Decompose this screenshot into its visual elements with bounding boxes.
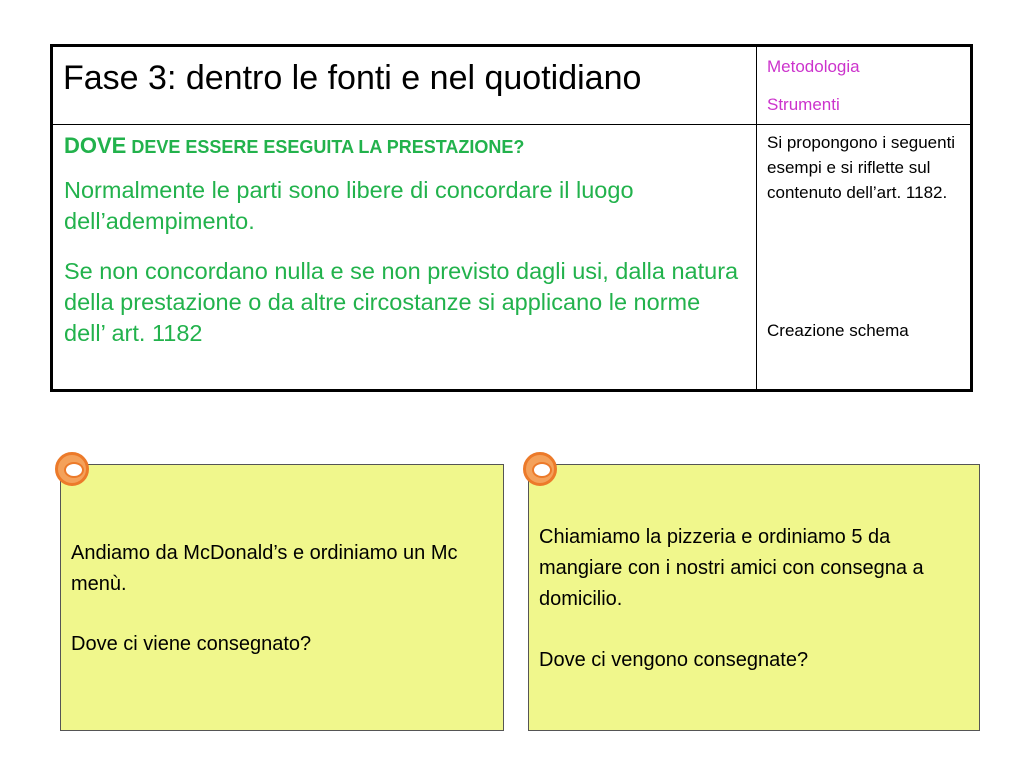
paragraph-2: Se non concordano nulla e se non previsto dagli usi, dalla natura della prestazione o da altre circostanze si applicano le norme dell’ art. 1182	[64, 258, 739, 346]
question-rest: DEVE ESSERE ESEGUITA LA PRESTAZIONE?	[126, 137, 525, 157]
side-note-1: Si propongono i seguenti esempi e si riflette sul contenuto dell’art. 1182.	[767, 133, 956, 202]
card-question: Dove ci vengono consegnate?	[539, 649, 809, 671]
content-table	[50, 44, 973, 392]
card-text: Andiamo da McDonald’s e ordiniamo un Mc menù.	[71, 542, 458, 595]
card-text: Chiamiamo la pizzeria e ordiniamo 5 da mangiare con i nostri amici con consegna a domicilio.	[539, 526, 924, 610]
example-card-pizzeria	[528, 464, 980, 731]
title-cell	[53, 47, 757, 125]
main-content-cell	[53, 125, 757, 389]
tools-label: Strumenti	[767, 95, 840, 114]
pin-icon	[55, 452, 89, 486]
meta-cell	[757, 47, 970, 125]
page-title: Fase 3: dentro le fonti e nel quotidiano	[63, 59, 642, 97]
methodology-label: Metodologia	[767, 57, 860, 76]
example-card-mcdonalds	[60, 464, 504, 731]
card-question: Dove ci viene consegnato?	[71, 633, 312, 655]
pin-icon	[523, 452, 557, 486]
side-note-2: Creazione schema	[767, 321, 909, 340]
question-keyword: DOVE	[64, 133, 127, 158]
question-heading	[64, 133, 524, 159]
side-notes-cell	[757, 125, 970, 389]
paragraph-1: Normalmente le parti sono libere di concordare il luogo dell’adempimento.	[64, 177, 634, 234]
